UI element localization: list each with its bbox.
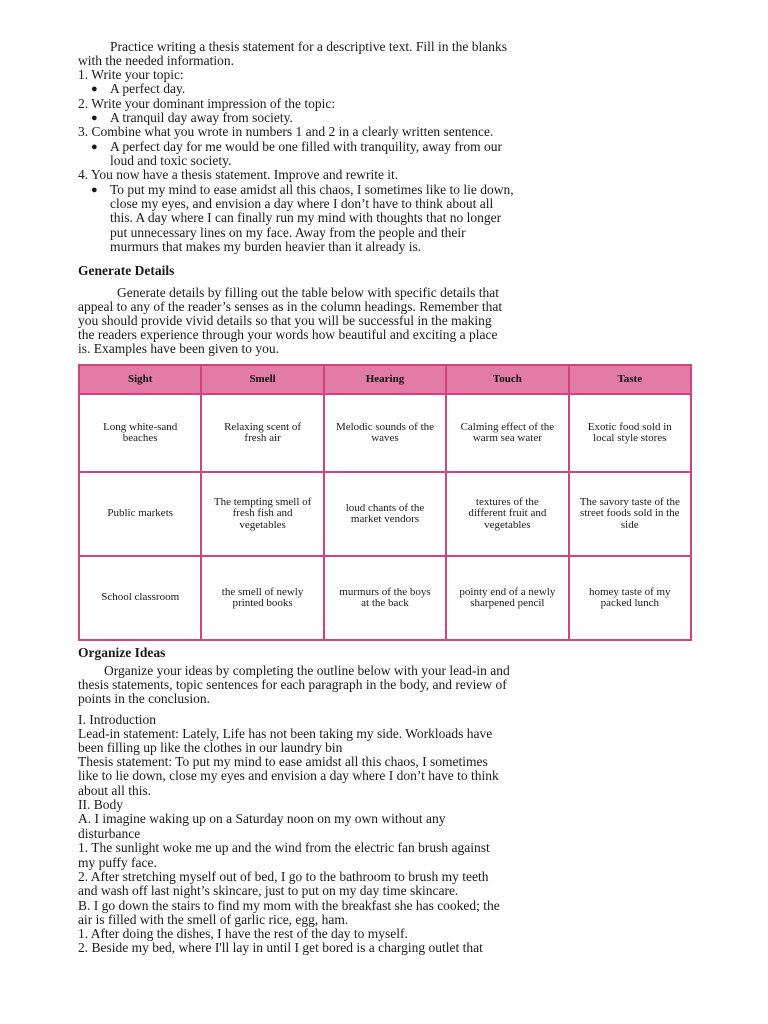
outline-line: 1. After doing the dishes, I have the rest of the day to myself. xyxy=(78,926,408,941)
table-row xyxy=(79,556,691,640)
bullet-icon: ● xyxy=(91,83,98,95)
outline-line: air is filled with the smell of garlic rice, egg, ham. xyxy=(78,912,349,927)
table-cell: School classroom xyxy=(79,556,201,640)
table-cell: Relaxing scent of fresh air xyxy=(201,394,323,472)
section-heading: Organize Ideas xyxy=(78,645,166,660)
outline-line: Lead-in statement: Lately, Life has not been taking my side. Workloads have xyxy=(78,726,493,741)
column-header-hearing: Hearing xyxy=(324,365,446,394)
bullet-text: A tranquil day away from society. xyxy=(110,110,293,125)
bullet-icon: ● xyxy=(91,184,98,196)
bullet-text: close my eyes, and envision a day where I don’t have to think about all xyxy=(110,196,494,211)
outline-line: II. Body xyxy=(78,797,123,812)
table-cell: loud chants of the market vendors xyxy=(324,472,446,556)
outline-line: my puffy face. xyxy=(78,855,157,870)
intro-line: Practice writing a thesis statement for a descriptive text. Fill in the blanks xyxy=(110,39,508,54)
step-label: 4. You now have a thesis statement. Improve and rewrite it. xyxy=(78,167,399,182)
outline-line: disturbance xyxy=(78,826,141,841)
outline-line: about all this. xyxy=(78,783,152,798)
table-cell: murmurs of the boys at the back xyxy=(324,556,446,640)
table-cell: Public markets xyxy=(79,472,201,556)
step-label: 2. Write your dominant impression of the topic: xyxy=(78,96,336,111)
table-cell: textures of the different fruit and vegetables xyxy=(446,472,568,556)
outline-line: I. Introduction xyxy=(78,712,156,727)
paragraph-line: appeal to any of the reader’s senses as in the column headings. Remember that xyxy=(78,299,503,314)
column-header-taste: Taste xyxy=(569,365,691,394)
table-cell: Melodic sounds of the waves xyxy=(324,394,446,472)
outline-line: 2. Beside my bed, where I'll lay in until I get bored is a charging outlet that xyxy=(78,940,483,955)
step-label: 1. Write your topic: xyxy=(78,67,184,82)
table-cell: Exotic food sold in local style stores xyxy=(569,394,691,472)
outline-line: and wash off last night’s skincare, just to put on my day time skincare. xyxy=(78,883,459,898)
bullet-text: To put my mind to ease amidst all this chaos, I sometimes like to lie down, xyxy=(110,182,514,197)
outline-line: A. I imagine waking up on a Saturday noon on my own without any xyxy=(78,811,446,826)
paragraph-line: Organize your ideas by completing the outline below with your lead-in and xyxy=(104,663,510,678)
table-row xyxy=(79,394,691,472)
outline-line: Thesis statement: To put my mind to ease amidst all this chaos, I sometimes xyxy=(78,754,488,769)
bullet-icon: ● xyxy=(91,141,98,153)
column-header-smell: Smell xyxy=(201,365,323,394)
table-cell: Long white-sand beaches xyxy=(79,394,201,472)
bullet-text: A perfect day. xyxy=(110,81,186,96)
bullet-text: A perfect day for me would be one filled with tranquility, away from our xyxy=(110,139,503,154)
column-header-sight: Sight xyxy=(79,365,201,394)
bullet-icon: ● xyxy=(91,112,98,124)
outline-line: 2. After stretching myself out of bed, I go to the bathroom to brush my teeth xyxy=(78,869,489,884)
table-cell: homey taste of my packed lunch xyxy=(569,556,691,640)
column-header-touch: Touch xyxy=(446,365,568,394)
sensory-details-table xyxy=(78,364,692,641)
paragraph-line: is. Examples have been given to you. xyxy=(78,341,279,356)
bullet-text: murmurs that makes my burden heavier than it already is. xyxy=(110,239,422,254)
intro-line: with the needed information. xyxy=(78,53,234,68)
paragraph-line: you should provide vivid details so that you will be successful in the making xyxy=(78,313,492,328)
outline-line: 1. The sunlight woke me up and the wind from the electric fan brush against xyxy=(78,840,490,855)
paragraph-line: thesis statements, topic sentences for each paragraph in the body, and review of xyxy=(78,677,507,692)
bullet-text: this. A day where I can finally run my mind with thoughts that no longer xyxy=(110,210,502,225)
bullet-text: put unnecessary lines on my face. Away from the people and their xyxy=(110,225,466,240)
bullet-text: loud and toxic society. xyxy=(110,153,232,168)
table-cell: the smell of newly printed books xyxy=(201,556,323,640)
table-cell: Calming effect of the warm sea water xyxy=(446,394,568,472)
outline-line: been filling up like the clothes in our laundry bin xyxy=(78,740,343,755)
table-cell: The tempting smell of fresh fish and vegetables xyxy=(201,472,323,556)
step-label: 3. Combine what you wrote in numbers 1 and 2 in a clearly written sentence. xyxy=(78,124,494,139)
section-heading: Generate Details xyxy=(78,263,175,278)
outline-line: B. I go down the stairs to find my mom with the breakfast she has cooked; the xyxy=(78,898,500,913)
table-header-row xyxy=(79,365,691,394)
paragraph-line: points in the conclusion. xyxy=(78,691,210,706)
table-row xyxy=(79,472,691,556)
paragraph-line: the readers experience through your words how beautiful and exciting a place xyxy=(78,327,498,342)
table-cell: The savory taste of the street foods sold in the side xyxy=(569,472,691,556)
paragraph-line: Generate details by filling out the table below with specific details that xyxy=(117,285,500,300)
table-cell: pointy end of a newly sharpened pencil xyxy=(446,556,568,640)
outline-line: like to lie down, close my eyes and envision a day where I don’t have to think xyxy=(78,768,499,783)
